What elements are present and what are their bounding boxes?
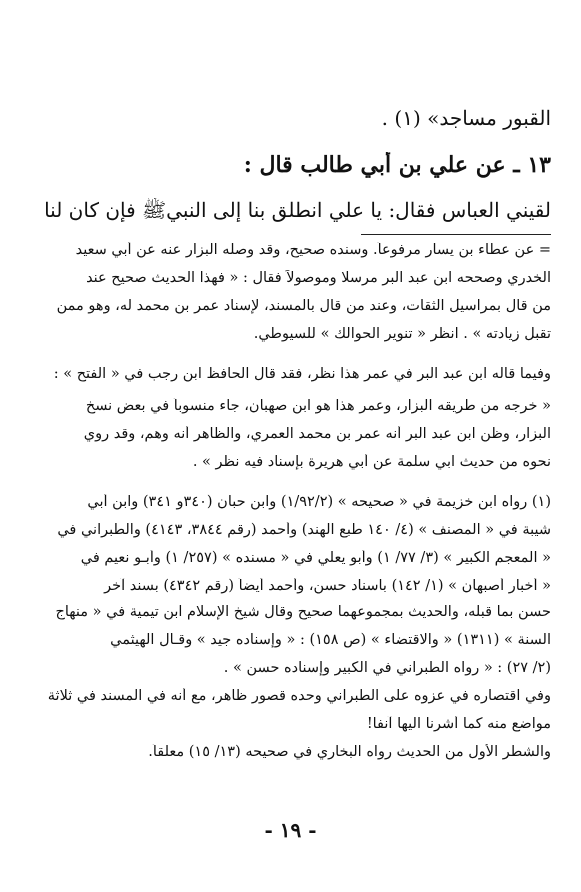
footnote-line: « أخبار أصبهان » (١/ ١٤٢) باسناد حسن، وأحمد أيضاً (رقم ٤٣٤٢) بسند آخر	[104, 578, 551, 594]
footnote-separator	[361, 234, 551, 235]
footnote-line: السنة » (١٣١١) « والاقتضاء » (ص ١٥٨) : « وإسناده جيد » وقـال الهيثمي	[110, 632, 551, 648]
footnote-line: تقبل زيادته » . انظر « تنوير الحوالك » للسيوطي.	[253, 326, 551, 342]
footnote-line: « خرجه من طريقه البزار، وعمر هذا هو ابن صهبان، جاء منسوباً في بعض نسخ	[85, 398, 551, 414]
footnote-line: شيبة في « المصنف » (٤/ ١٤٠ طبع الهند) وأحمد (رقم ٣٨٤٤، ٤١٤٣) والطبراني في	[57, 522, 551, 538]
hadith-heading: ١٣ ـ عن علي بن أبي طالب قال :	[243, 152, 551, 178]
footnote-line: وفيما قاله ابن عبد البر في عمر هذا نظر، فقد قال الحافظ ابن رجب في « الفتح » :	[53, 366, 551, 382]
footnote-line: (٢/ ٢٧) : « رواه الطبراني في الكبير وإسناده حسن » .	[223, 660, 551, 676]
footnote-line: « المعجم الكبير » (٣/ ٧٧/ ١) وأبو يعلي في « مسنده » (٢٥٧/ ١) وأبـو نعيم في	[80, 550, 551, 566]
footnote-line: وفي اقتصاره في عزوه على الطبراني وحده قصور ظاهر، مع أنه في المسند في ثلاثة	[47, 688, 551, 704]
footnote-line: الخدري وصححه ابن عبد البر مرسلا وموصولاً فقال : « فهذا الحديث صحيح عند	[86, 270, 551, 286]
footnote-line: نحوه من حديث ابي سلمة عن أبي هريرة بإسناد فيه نظر » .	[192, 454, 551, 470]
body-text-line-1: القبور مساجد» (١) .	[381, 106, 551, 130]
footnote-line: والشطر الأول من الحديث رواه البخاري في صحيحه (١٣/ ١٥) معلقاً.	[148, 744, 551, 760]
footnote-line: البزار، وظن ابن عبد البر أنه عمر بن محمد العمري، والظاهر أنه وهم، وقد روي	[83, 426, 551, 442]
footnote-line: = عن عطاء بن يسار مرفوعاً. وسنده صحيح، وقد وصله البزار عنه عن أبي سعيد	[75, 242, 551, 258]
footnote-line: (١) رواه ابن خزيمة في « صحيحه » (١/٩٢/٢) وابن حبان (٣٤٠و ٣٤١) وابن أبي	[87, 494, 551, 510]
footnote-line: حسن بما قبله، والحديث بمجموعهما صحيح وقال شيخ الإسلام ابن تيمية في « منهاج	[55, 604, 551, 620]
page-number: - ١٩ -	[264, 818, 317, 842]
footnote-line: مواضع منه كما أشرنا اليها آنفا!	[366, 716, 551, 732]
footnote-line: من قال بمراسيل الثقات، وعند من قال بالمسند، لإسناد عمر بن محمد له، وهو ممن	[56, 298, 551, 314]
body-text-line-3: لقيني العباس فقال: يا علي انطلق بنا إلى النبيﷺ فإن كان لنا	[44, 198, 551, 222]
